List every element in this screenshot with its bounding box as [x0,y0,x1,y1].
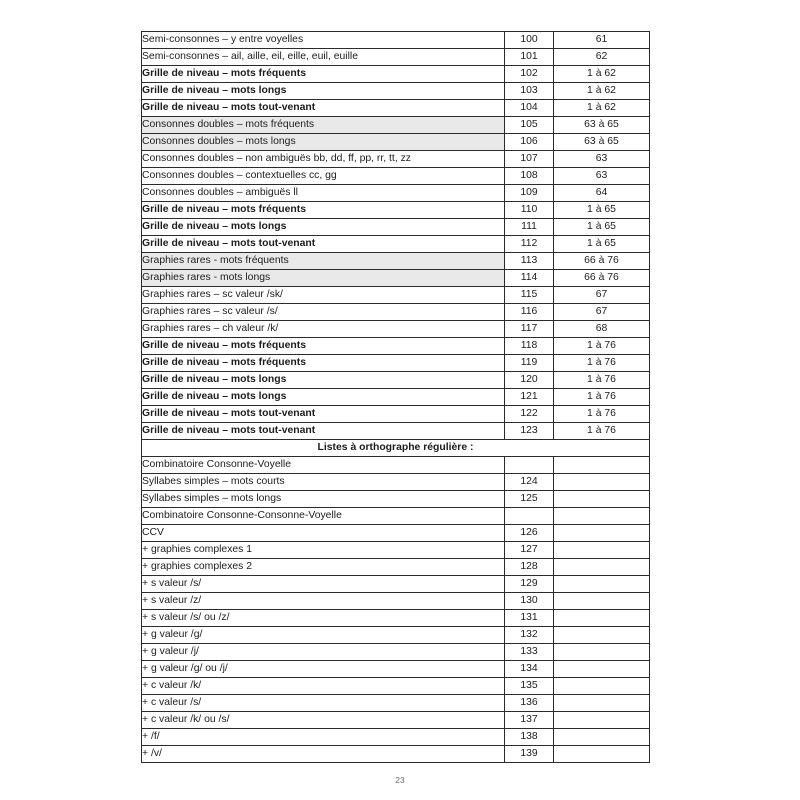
table-row [142,576,650,593]
table-row [142,185,650,202]
table-cell-number [505,508,554,525]
table-cell-range [554,474,650,491]
table-cell-label: Consonnes doubles – ambiguës ll [142,185,505,202]
table-cell-label: Syllabes simples – mots courts [142,474,505,491]
table-cell-number: 115 [505,287,554,304]
table-cell-label: + graphies complexes 1 [142,542,505,559]
table-cell-range: 1 à 65 [554,236,650,253]
table-cell-label: + /v/ [142,746,505,763]
table-cell-label: Grille de niveau – mots tout-venant [142,236,505,253]
table-cell-number: 131 [505,610,554,627]
table-cell-label: Graphies rares - mots fréquents [142,253,505,270]
table-cell-range: 63 [554,168,650,185]
table-cell-number: 120 [505,372,554,389]
table-cell-label: + c valeur /k/ ou /s/ [142,712,505,729]
table-cell-number: 109 [505,185,554,202]
table-cell-range: 1 à 62 [554,66,650,83]
table-cell-number: 104 [505,100,554,117]
table-row [142,304,650,321]
table-cell-label: Consonnes doubles – non ambiguës bb, dd, ff, pp, rr, tt, zz [142,151,505,168]
table-cell-number: 130 [505,593,554,610]
table-cell-range: 1 à 62 [554,83,650,100]
table-cell-label: Semi-consonnes – ail, aille, eil, eille, euil, euille [142,49,505,66]
table-cell-number [505,457,554,474]
table-cell-range [554,559,650,576]
table-cell-number: 102 [505,66,554,83]
table-cell-number: 103 [505,83,554,100]
table-cell-label: Grille de niveau – mots tout-venant [142,406,505,423]
table-row [142,729,650,746]
table-cell-label: Semi-consonnes – y entre voyelles [142,32,505,49]
table-cell-number: 105 [505,117,554,134]
table-row [142,746,650,763]
contents-table [141,31,650,763]
table-row [142,151,650,168]
contents-table-body [142,32,650,763]
table-cell-range: 1 à 76 [554,338,650,355]
table-cell-number: 106 [505,134,554,151]
table-cell-range [554,627,650,644]
table-cell-label: Grille de niveau – mots fréquents [142,338,505,355]
table-row [142,712,650,729]
table-row [142,678,650,695]
table-cell-range [554,729,650,746]
table-cell-number: 117 [505,321,554,338]
table-cell-range: 61 [554,32,650,49]
table-cell-label: + s valeur /z/ [142,593,505,610]
table-cell-number: 134 [505,661,554,678]
table-cell-label: Grille de niveau – mots longs [142,83,505,100]
table-row [142,321,650,338]
table-cell-range [554,525,650,542]
table-row [142,440,650,457]
table-row [142,644,650,661]
table-cell-number: 119 [505,355,554,372]
table-cell-number: 135 [505,678,554,695]
table-row [142,474,650,491]
page-number: 23 [395,775,405,785]
table-row [142,627,650,644]
table-row [142,168,650,185]
table-cell-range [554,508,650,525]
table-cell-label: Grille de niveau – mots fréquents [142,202,505,219]
table-row [142,525,650,542]
table-row [142,508,650,525]
table-cell-number: 123 [505,423,554,440]
table-cell-number: 110 [505,202,554,219]
table-cell-label: + g valeur /j/ [142,644,505,661]
table-cell-label: + g valeur /g/ [142,627,505,644]
table-cell-number: 107 [505,151,554,168]
table-cell-number: 133 [505,644,554,661]
table-cell-label: Consonnes doubles – mots fréquents [142,117,505,134]
table-cell-range: 63 à 65 [554,117,650,134]
table-cell-label: Consonnes doubles – mots longs [142,134,505,151]
table-row [142,32,650,49]
table-row [142,559,650,576]
table-cell-number: 125 [505,491,554,508]
table-cell-number: 114 [505,270,554,287]
table-row [142,610,650,627]
table-cell-number: 118 [505,338,554,355]
table-cell-range: 1 à 76 [554,389,650,406]
table-cell-label: + s valeur /s/ [142,576,505,593]
table-cell-label: Grille de niveau – mots tout-venant [142,423,505,440]
table-cell-label: + graphies complexes 2 [142,559,505,576]
table-row [142,117,650,134]
table-cell-label: Syllabes simples – mots longs [142,491,505,508]
table-cell-number: 122 [505,406,554,423]
table-cell-label: Graphies rares - mots longs [142,270,505,287]
table-cell-range: 66 à 76 [554,253,650,270]
table-cell-label: Combinatoire Consonne-Voyelle [142,457,505,474]
table-cell-label: Grille de niveau – mots tout-venant [142,100,505,117]
table-cell-range: 63 à 65 [554,134,650,151]
table-cell-range: 68 [554,321,650,338]
table-row [142,406,650,423]
table-cell-number: 121 [505,389,554,406]
table-cell-label: + g valeur /g/ ou /j/ [142,661,505,678]
table-cell-label: Graphies rares – ch valeur /k/ [142,321,505,338]
table-section-header: Listes à orthographe régulière : [142,440,650,457]
table-cell-label: Grille de niveau – mots fréquents [142,66,505,83]
table-cell-label: CCV [142,525,505,542]
table-row [142,338,650,355]
table-cell-number: 126 [505,525,554,542]
table-cell-range: 1 à 76 [554,355,650,372]
table-row [142,457,650,474]
table-row [142,287,650,304]
table-cell-number: 132 [505,627,554,644]
table-row [142,389,650,406]
table-cell-range [554,661,650,678]
table-cell-label: Graphies rares – sc valeur /s/ [142,304,505,321]
table-cell-label: Grille de niveau – mots longs [142,389,505,406]
table-row [142,542,650,559]
table-row [142,202,650,219]
table-cell-label: Grille de niveau – mots longs [142,372,505,389]
table-cell-label: + s valeur /s/ ou /z/ [142,610,505,627]
table-row [142,355,650,372]
table-cell-range [554,610,650,627]
table-cell-number: 108 [505,168,554,185]
table-cell-label: + c valeur /k/ [142,678,505,695]
table-cell-label: Consonnes doubles – contextuelles cc, gg [142,168,505,185]
table-cell-range: 67 [554,287,650,304]
table-row [142,372,650,389]
table-cell-range [554,695,650,712]
table-cell-range [554,644,650,661]
table-row [142,423,650,440]
table-cell-range [554,712,650,729]
table-cell-number: 139 [505,746,554,763]
table-cell-range: 1 à 76 [554,406,650,423]
table-cell-range [554,746,650,763]
table-cell-range: 1 à 76 [554,423,650,440]
table-cell-label: + c valeur /s/ [142,695,505,712]
table-row [142,100,650,117]
table-cell-range: 1 à 62 [554,100,650,117]
table-row [142,66,650,83]
table-row [142,491,650,508]
table-cell-number: 112 [505,236,554,253]
table-cell-number: 129 [505,576,554,593]
table-cell-number: 128 [505,559,554,576]
table-row [142,695,650,712]
table-cell-label: Grille de niveau – mots longs [142,219,505,236]
table-row [142,270,650,287]
table-cell-range: 63 [554,151,650,168]
table-row [142,49,650,66]
table-row [142,236,650,253]
table-row [142,134,650,151]
table-cell-range: 66 à 76 [554,270,650,287]
table-cell-number: 136 [505,695,554,712]
table-cell-number: 100 [505,32,554,49]
table-cell-range [554,593,650,610]
table-cell-label: Graphies rares – sc valeur /sk/ [142,287,505,304]
table-cell-range [554,491,650,508]
contents-table-container [141,31,649,763]
table-row [142,661,650,678]
table-cell-range [554,542,650,559]
table-cell-range [554,678,650,695]
table-row [142,219,650,236]
table-row [142,83,650,100]
table-cell-number: 111 [505,219,554,236]
table-cell-number: 127 [505,542,554,559]
table-cell-range: 62 [554,49,650,66]
table-cell-range: 1 à 65 [554,219,650,236]
table-row [142,593,650,610]
table-cell-number: 138 [505,729,554,746]
table-cell-label: Combinatoire Consonne-Consonne-Voyelle [142,508,505,525]
table-cell-range [554,457,650,474]
table-cell-number: 101 [505,49,554,66]
table-cell-label: + /f/ [142,729,505,746]
table-cell-number: 116 [505,304,554,321]
table-cell-range: 1 à 76 [554,372,650,389]
table-cell-number: 113 [505,253,554,270]
table-cell-number: 124 [505,474,554,491]
table-cell-range: 1 à 65 [554,202,650,219]
table-cell-range [554,576,650,593]
table-cell-label: Grille de niveau – mots fréquents [142,355,505,372]
table-cell-number: 137 [505,712,554,729]
table-row [142,253,650,270]
table-cell-range: 67 [554,304,650,321]
table-cell-range: 64 [554,185,650,202]
